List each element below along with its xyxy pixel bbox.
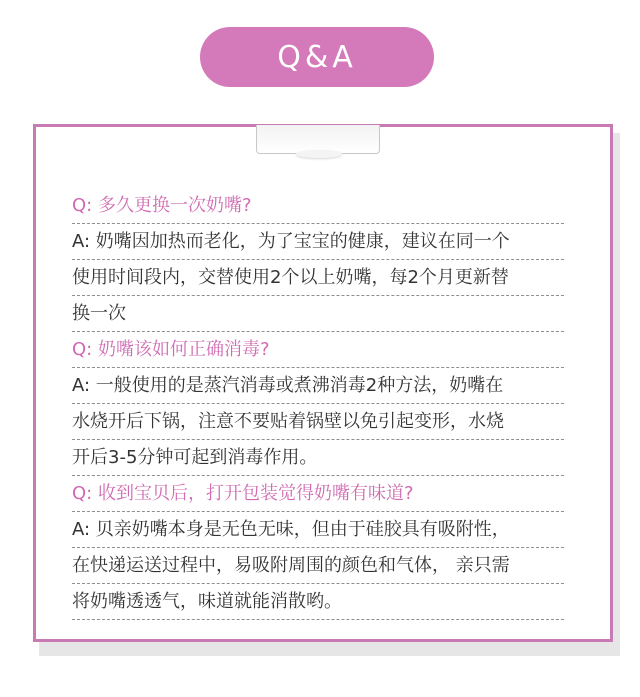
question-1: Q: 多久更换一次奶嘴? xyxy=(72,188,564,224)
answer-1-line-1: A: 奶嘴因加热而老化，为了宝宝的健康，建议在同一个 xyxy=(72,224,564,260)
answer-3-line-1: A: 贝亲奶嘴本身是无色无味，但由于硅胶具有吸附性， xyxy=(72,512,564,548)
answer-3-line-3: 将奶嘴透透气，味道就能消散哟。 xyxy=(72,584,564,620)
binder-clip-highlight xyxy=(296,150,342,158)
qa-title: Q&A xyxy=(277,39,357,75)
answer-3-line-2: 在快递运送过程中，易吸附周围的颜色和气体， 亲只需 xyxy=(72,548,564,584)
qa-title-pill xyxy=(200,27,434,87)
answer-1-line-2: 使用时间段内，交替使用2个以上奶嘴，每2个月更新替 xyxy=(72,260,564,296)
answer-2-line-3: 开后3-5分钟可起到消毒作用。 xyxy=(72,440,564,476)
qa-list xyxy=(72,188,564,620)
answer-2-line-1: A: 一般使用的是蒸汽消毒或煮沸消毒2种方法，奶嘴在 xyxy=(72,368,564,404)
answer-1-line-3: 换一次 xyxy=(72,296,564,332)
answer-2-line-2: 水烧开后下锅，注意不要贴着锅壁以免引起变形，水烧 xyxy=(72,404,564,440)
question-2: Q: 奶嘴该如何正确消毒? xyxy=(72,332,564,368)
question-3: Q: 收到宝贝后，打开包装觉得奶嘴有味道? xyxy=(72,476,564,512)
